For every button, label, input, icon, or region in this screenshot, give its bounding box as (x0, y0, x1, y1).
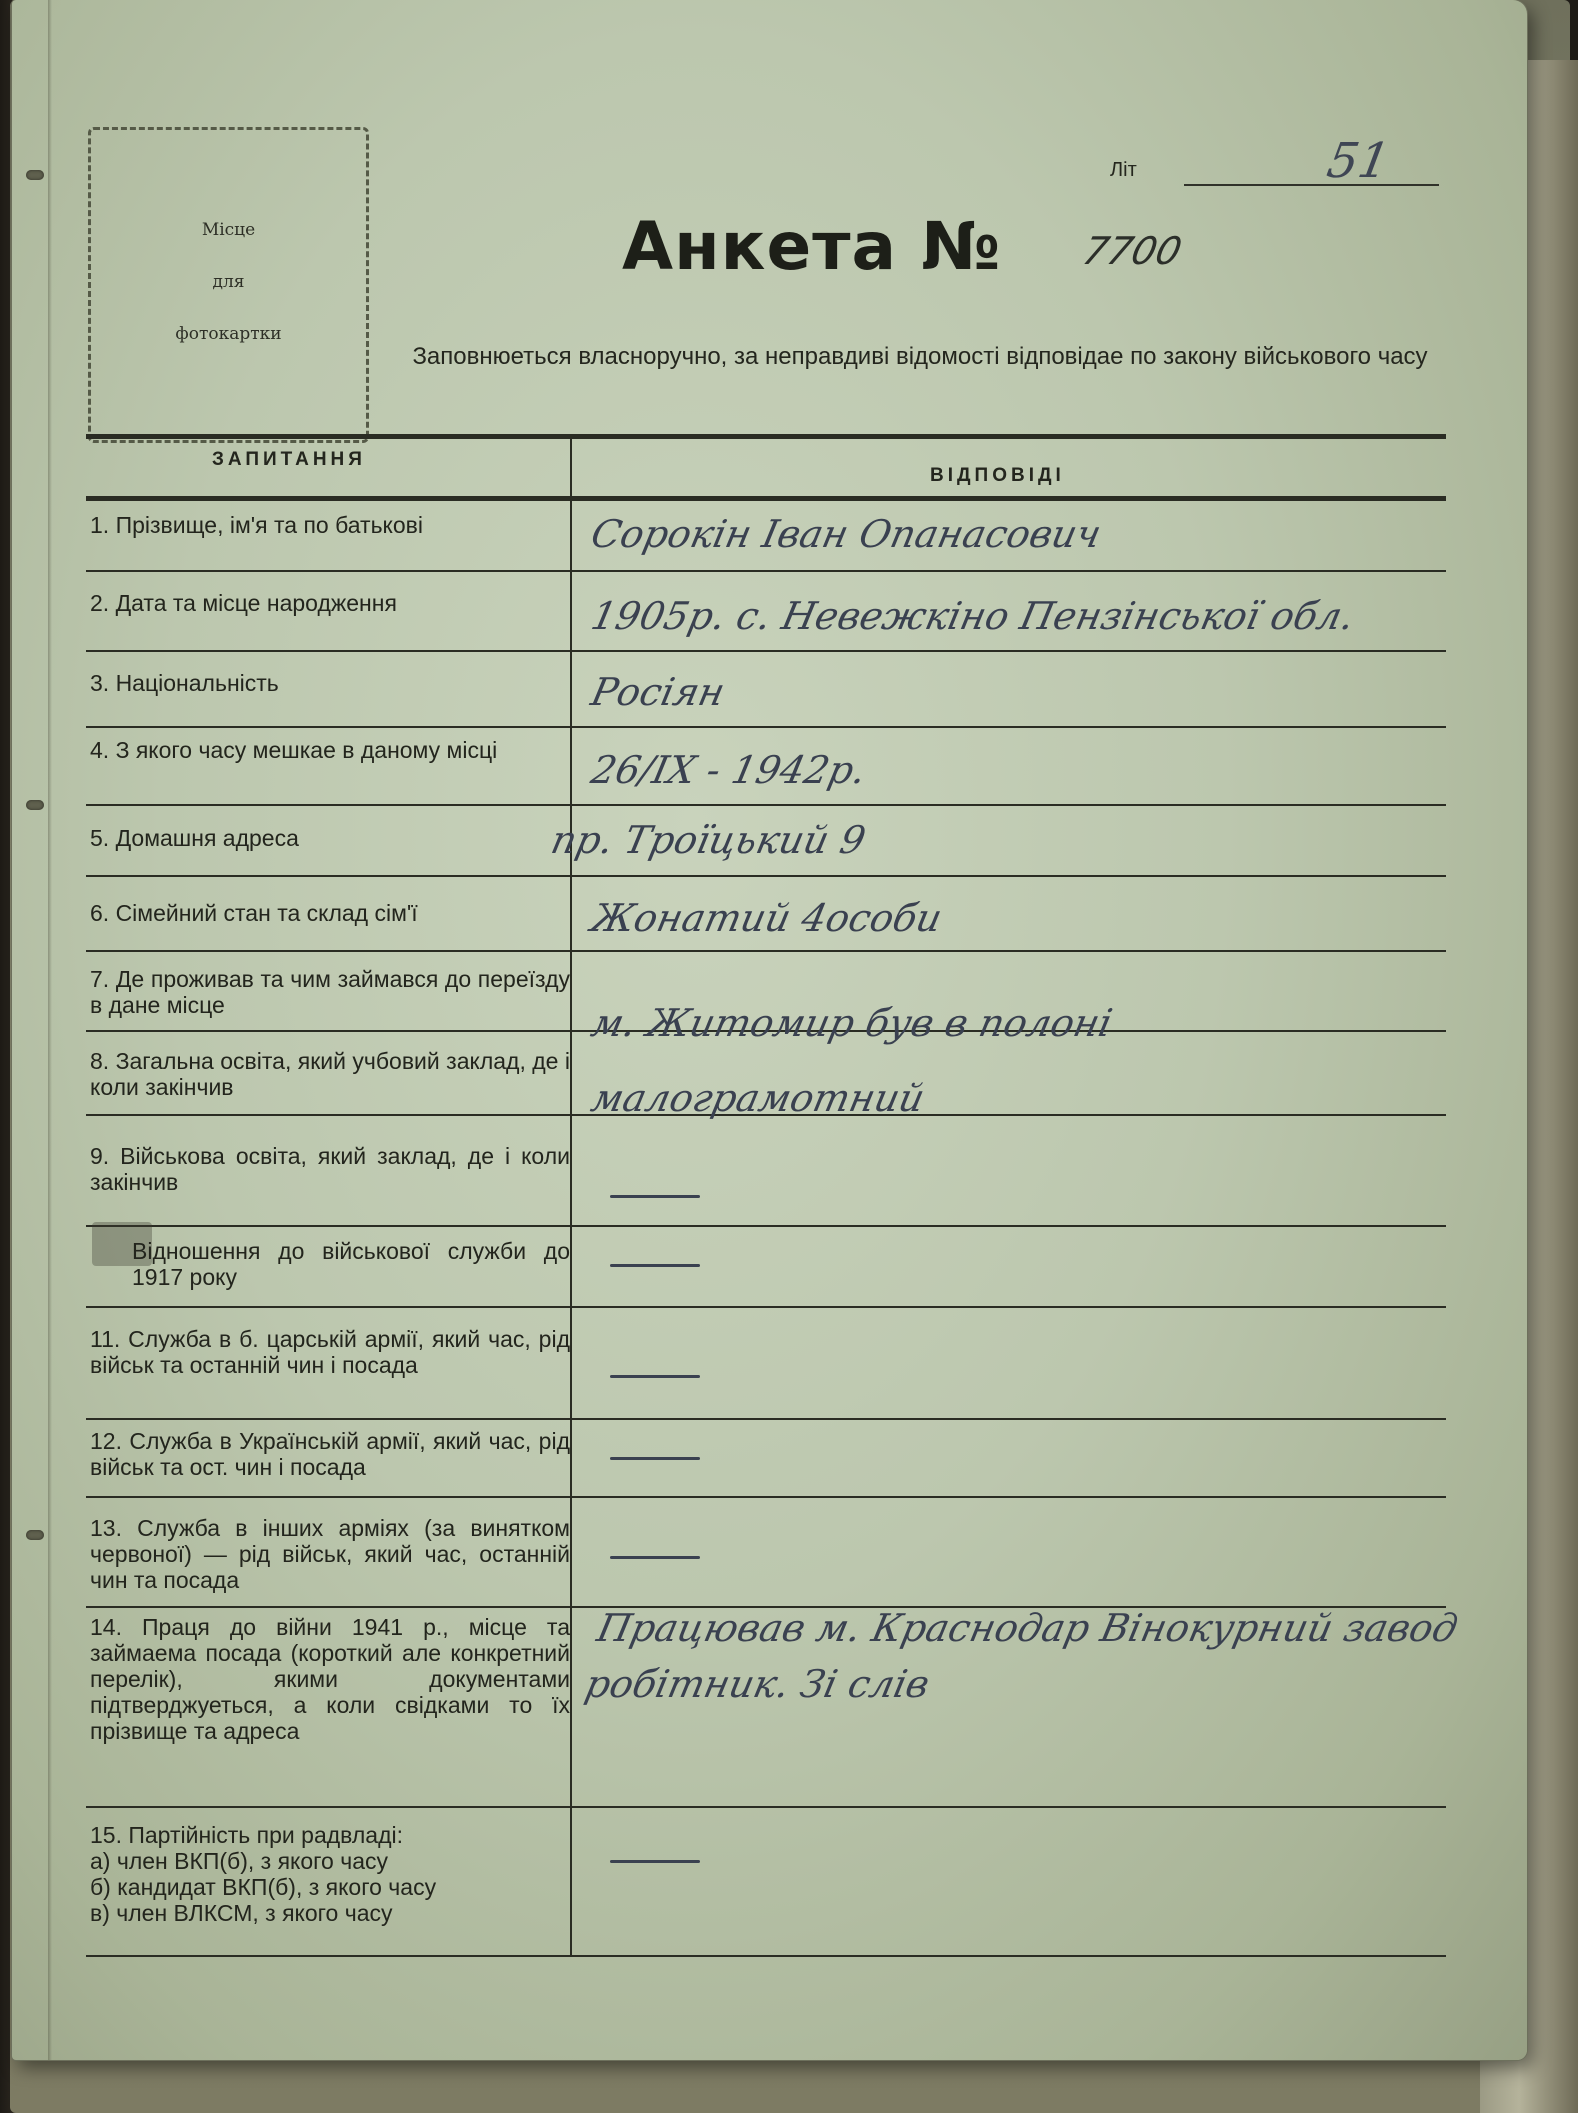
question-15: 15. Партійність при радвладі: а) член ВКП(б), з якого часу б) кандидат ВКП(б), з якого часу в) член ВЛКСМ, з якого часу (90, 1822, 437, 1926)
row-divider (86, 804, 1446, 806)
answer-3: Росіян (587, 670, 729, 714)
row-divider (86, 570, 1446, 572)
answer-7: м. Житомир був в полоні (587, 1001, 1117, 1045)
questionnaire-page (12, 0, 1527, 2060)
question-10: Відношення до військової служби до 1917 року (132, 1238, 570, 1290)
photo-label-line: Місце (201, 220, 256, 240)
answer-6: Жонатий 4особи (587, 896, 946, 940)
empty-answer-dash (610, 1195, 700, 1198)
table-bottom-border (86, 1955, 1446, 1957)
photo-placeholder (88, 127, 369, 443)
sheet-number-line (1184, 184, 1439, 186)
row-divider (86, 650, 1446, 652)
header-bottom-border (86, 496, 1446, 501)
binding-hole (26, 170, 44, 180)
row-divider (86, 875, 1446, 877)
empty-answer-dash (610, 1860, 700, 1863)
row-divider (86, 1306, 1446, 1308)
photo-label-line: для (212, 272, 245, 292)
question-7: 7. Де проживав та чим займався до переїзду в дане місце (90, 966, 570, 1018)
question-8: 8. Загальна освіта, який учбовий заклад, де і коли закінчив (90, 1048, 570, 1100)
question-1: 1. Прізвище, ім'я та по батькові (90, 512, 423, 538)
row-divider (86, 950, 1446, 952)
answer-14: Працював м. Краснодар Вінокурний завод робітник. Зі слів (581, 1606, 1462, 1706)
questions-column-header: ЗАПИТАННЯ (212, 449, 366, 470)
photo-label-line: фотокартки (175, 324, 282, 344)
form-instructions: Заповнюеться власноручно, за неправдиві відомості відповідае по закону військового часу (412, 343, 1428, 370)
answer-5: пр. Троїцький 9 (547, 818, 870, 862)
question-11: 11. Служба в б. царській армії, який час, рід військ та останній чин і посада (90, 1326, 570, 1378)
question-2: 2. Дата та місце народження (90, 590, 397, 616)
binding-hole (26, 800, 44, 810)
sheet-number: 51 (1323, 133, 1395, 189)
question-5: 5. Домашня адреса (90, 825, 299, 851)
question-14: 14. Праця до війни 1941 р., місце та займаема посада (короткий але конкретний перелік), якими документами підтверджуеться, а коли свідками то їх прізвище та адреса (90, 1614, 570, 1744)
binding-crease (48, 0, 52, 2060)
question-12: 12. Служба в Українській армії, який час, рід військ та ост. чин і посада (90, 1428, 570, 1480)
question-4: 4. З якого часу мешкае в даному місці (90, 737, 498, 763)
question-3: 3. Національність (90, 670, 279, 696)
answer-8: малограмотний (587, 1076, 929, 1120)
row-divider (86, 1418, 1446, 1420)
form-title: Анкета № (622, 208, 1002, 285)
empty-answer-dash (610, 1556, 700, 1559)
question-13: 13. Служба в інших арміях (за винятком червоної) — рід військ, який час, останній чин та посада (90, 1515, 570, 1593)
column-divider (570, 439, 572, 1957)
answer-2: 1905р. с. Невежкіно Пензінської обл. (587, 594, 1359, 638)
row-divider (86, 726, 1446, 728)
answer-1: Сорокін Іван Опанасович (587, 512, 1106, 556)
row-divider (86, 1225, 1446, 1227)
row-divider (86, 1806, 1446, 1808)
binding-hole (26, 1530, 44, 1540)
empty-answer-dash (610, 1457, 700, 1460)
sheet-label: Літ (1110, 159, 1137, 181)
answers-column-header: ВІДПОВІДІ (930, 465, 1065, 486)
empty-answer-dash (610, 1264, 700, 1267)
answer-4: 26/IX - 1942р. (587, 748, 871, 792)
row-divider (86, 1496, 1446, 1498)
question-6: 6. Сімейний стан та склад сім'ї (90, 900, 418, 926)
table-top-border (86, 434, 1446, 439)
empty-answer-dash (610, 1375, 700, 1378)
question-9: 9. Військова освіта, який заклад, де і коли закінчив (90, 1143, 570, 1195)
form-number: 7700 (1078, 229, 1187, 273)
